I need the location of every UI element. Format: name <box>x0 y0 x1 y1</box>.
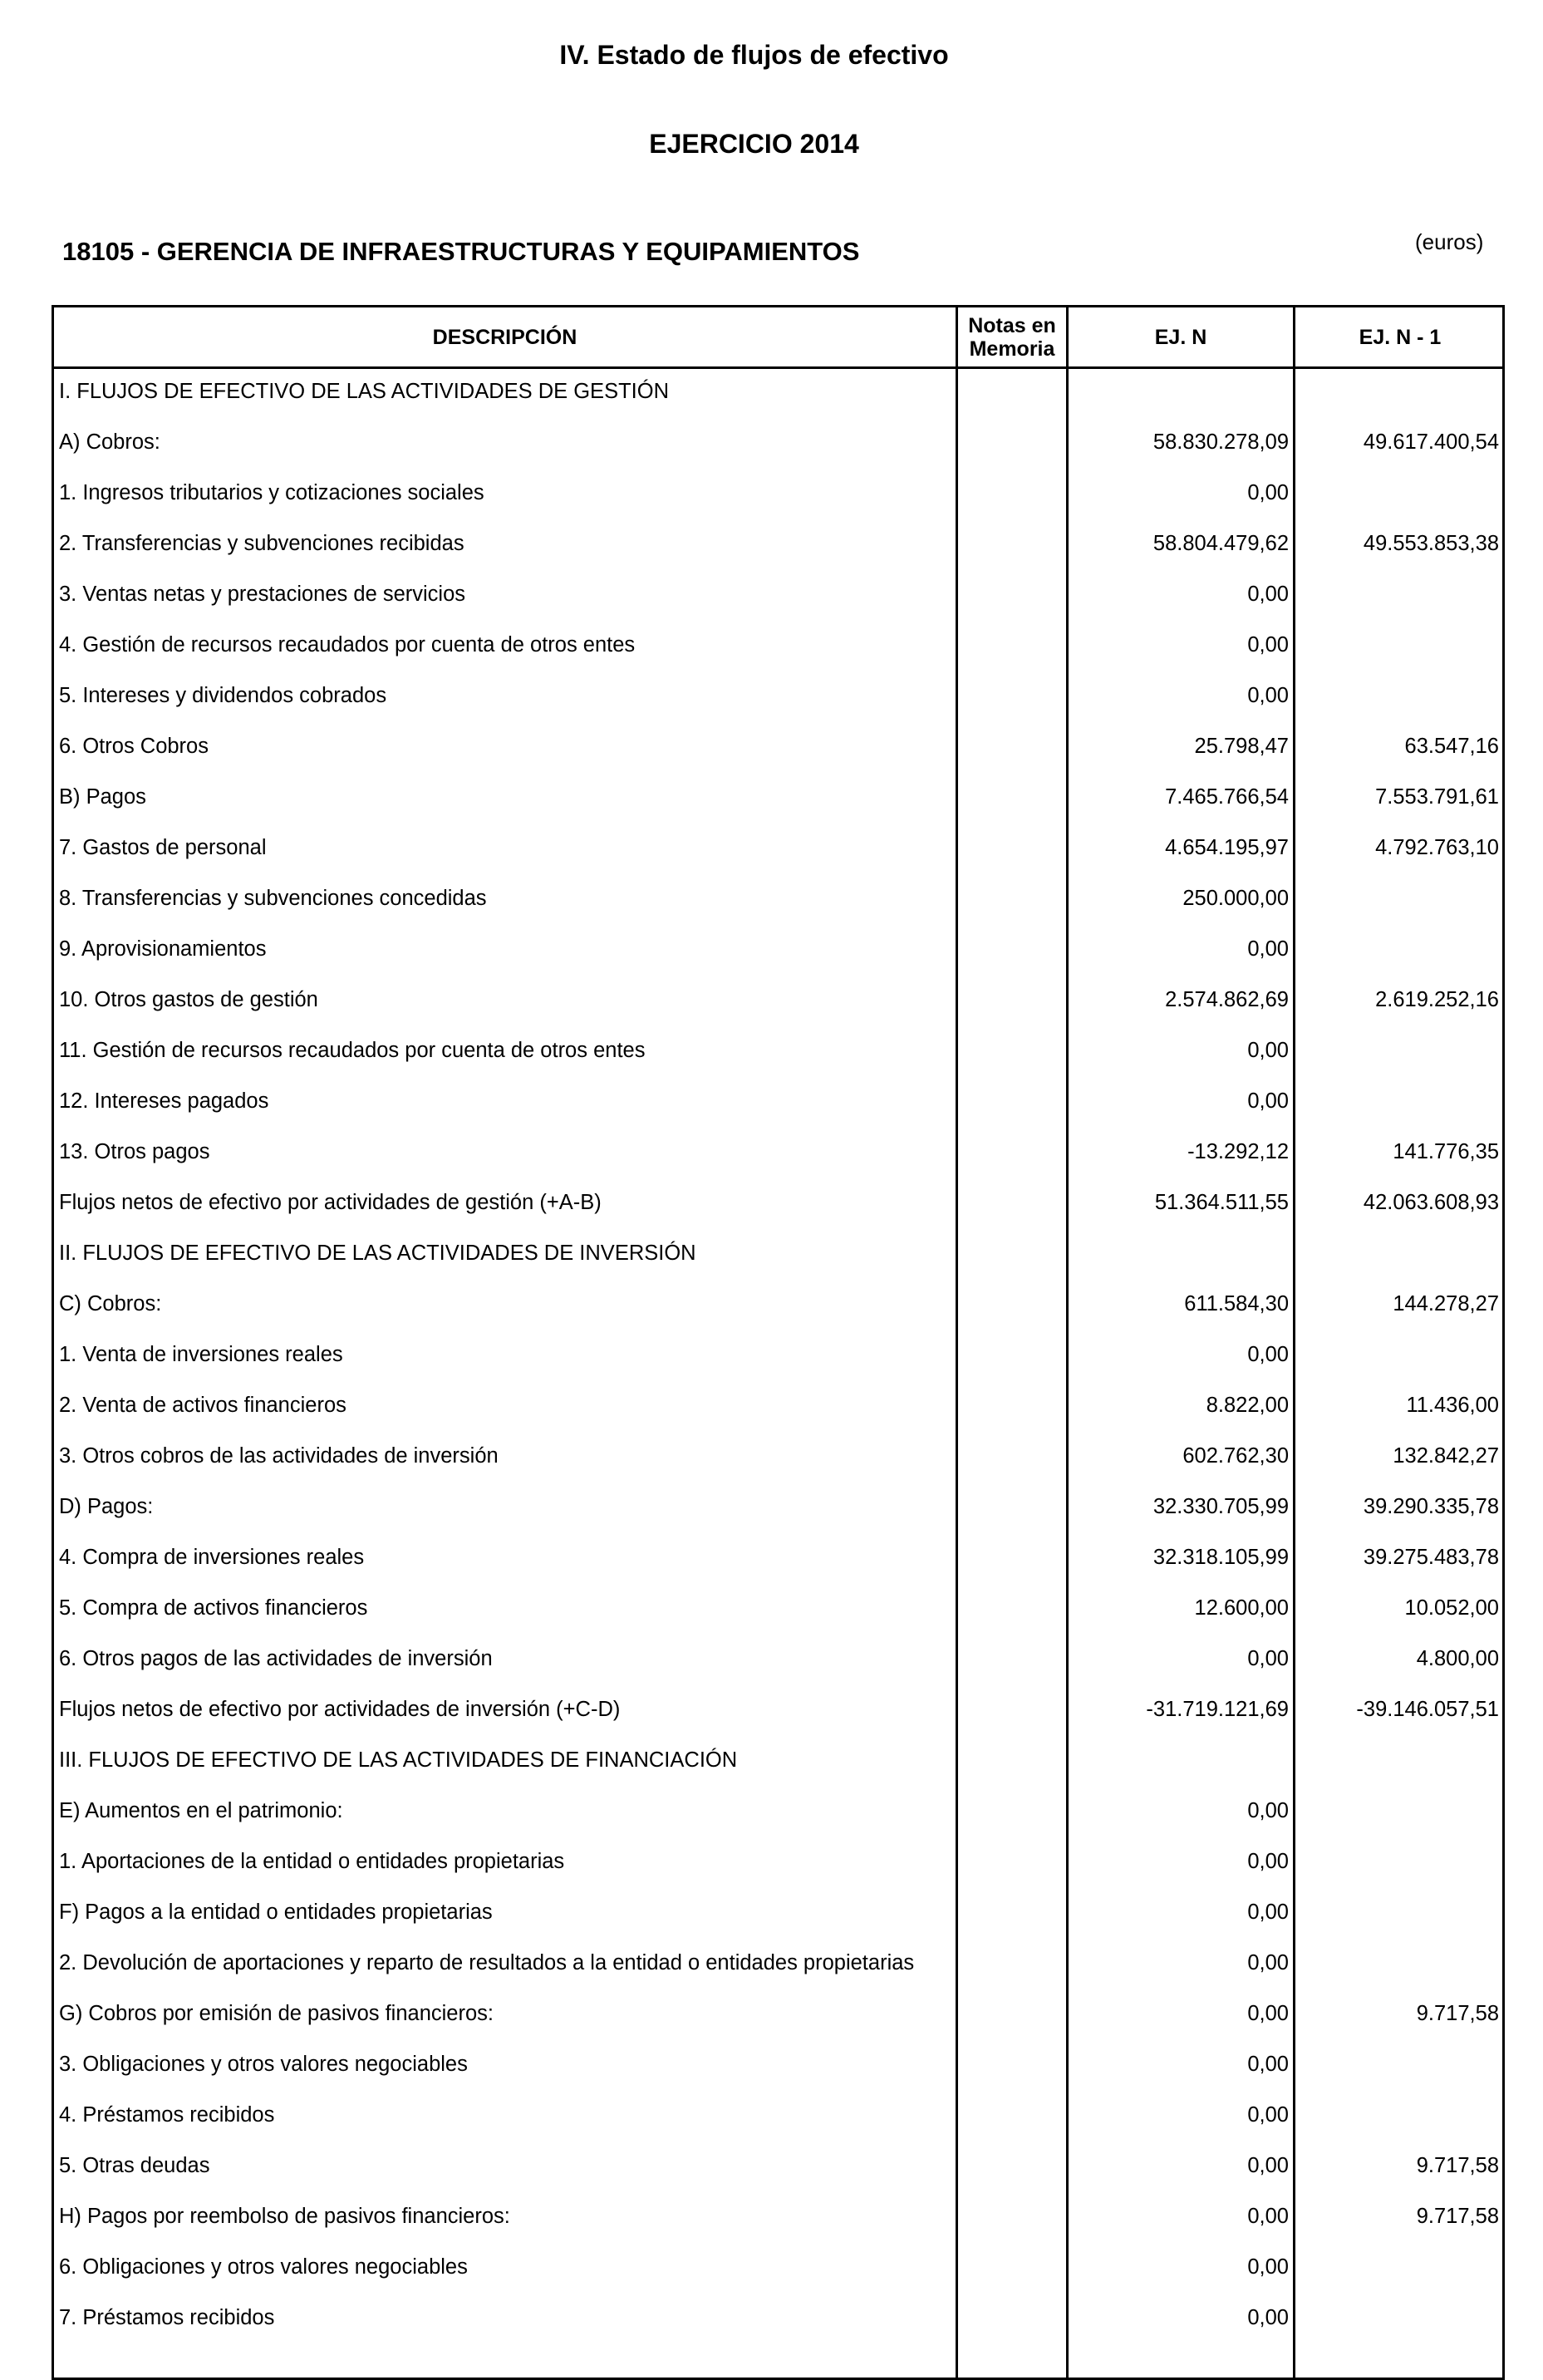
row-value-ej-n: 0,00 <box>1247 633 1289 656</box>
row-description: 7. Préstamos recibidos <box>59 2306 275 2329</box>
entity-heading: 18105 - GERENCIA DE INFRAESTRUCTURAS Y EQUIPAMIENTOS <box>62 237 860 266</box>
table-row <box>54 1837 1502 1887</box>
row-value-ej-n-1: 9.717,58 <box>1416 2002 1499 2025</box>
row-description: 1. Ingresos tributarios y cotizaciones sociales <box>59 481 484 504</box>
row-description: D) Pagos: <box>59 1495 154 1518</box>
table-row <box>54 519 1502 569</box>
row-value-ej-n: 0,00 <box>1247 1343 1289 1366</box>
row-value-ej-n-1: 9.717,58 <box>1416 2154 1499 2177</box>
row-value-ej-n-1: 9.717,58 <box>1416 2205 1499 2228</box>
table-row <box>54 1279 1502 1330</box>
row-value-ej-n-1 <box>1296 924 1499 975</box>
row-value-ej-n-1 <box>1296 1938 1499 1989</box>
row-value-ej-n: -13.292,12 <box>1187 1140 1289 1163</box>
table-row <box>54 975 1502 1025</box>
row-description: 3. Obligaciones y otros valores negociables <box>59 2053 468 2076</box>
row-description: I. FLUJOS DE EFECTIVO DE LAS ACTIVIDADES DE GESTIÓN <box>59 380 669 403</box>
row-value-ej-n: 0,00 <box>1247 2205 1289 2228</box>
row-value-ej-n-1 <box>1296 620 1499 671</box>
row-value-ej-n-1 <box>1296 1837 1499 1887</box>
row-description: H) Pagos por reembolso de pasivos financieros: <box>59 2205 510 2228</box>
row-value-ej-n-1: 11.436,00 <box>1406 1394 1499 1417</box>
row-description: 8. Transferencias y subvenciones concedidas <box>59 887 487 910</box>
row-value-ej-n: 250.000,00 <box>1182 887 1289 910</box>
row-description: 6. Obligaciones y otros valores negociables <box>59 2255 468 2279</box>
row-value-ej-n-1: 2.619.252,16 <box>1375 988 1499 1011</box>
row-value-ej-n: 0,00 <box>1247 1951 1289 1974</box>
row-value-ej-n-1: 141.776,35 <box>1393 1140 1499 1163</box>
table-row <box>54 772 1502 823</box>
row-value-ej-n: 0,00 <box>1247 1901 1289 1924</box>
row-value-ej-n: 0,00 <box>1247 481 1289 504</box>
row-value-ej-n-1 <box>1296 1076 1499 1127</box>
row-value-ej-n <box>1069 1735 1289 1786</box>
column-header-ej-n-1: EJ. N - 1 <box>1359 325 1442 349</box>
column-header-notes: Notas en Memoria <box>968 313 1056 361</box>
row-value-ej-n-1 <box>1296 366 1499 417</box>
table-row <box>54 1735 1502 1786</box>
table-row <box>54 2090 1502 2141</box>
row-description: 13. Otros pagos <box>59 1140 210 1163</box>
row-description: 3. Ventas netas y prestaciones de servicios <box>59 583 466 606</box>
table-row <box>54 417 1502 468</box>
row-value-ej-n-1: 4.792.763,10 <box>1375 836 1499 859</box>
row-description: 4. Gestión de recursos recaudados por cuenta de otros entes <box>59 633 636 656</box>
table-row <box>54 1025 1502 1076</box>
row-description: 4. Compra de inversiones reales <box>59 1546 365 1569</box>
row-value-ej-n: 0,00 <box>1247 684 1289 707</box>
row-value-ej-n-1 <box>1296 1735 1499 1786</box>
row-value-ej-n-1 <box>1296 1786 1499 1837</box>
table-row <box>54 1127 1502 1178</box>
table-row <box>54 1684 1502 1735</box>
row-value-ej-n-1 <box>1296 2242 1499 2293</box>
row-value-ej-n-1: 4.800,00 <box>1416 1647 1499 1670</box>
row-value-ej-n-1 <box>1296 1025 1499 1076</box>
row-description: 4. Préstamos recibidos <box>59 2103 275 2127</box>
row-value-ej-n: 0,00 <box>1247 2103 1289 2127</box>
currency-units: (euros) <box>1415 229 1484 254</box>
table-row <box>54 1989 1502 2039</box>
row-value-ej-n-1: 39.275.483,78 <box>1363 1546 1499 1569</box>
row-description: F) Pagos a la entidad o entidades propietarias <box>59 1901 493 1924</box>
table-row <box>54 2242 1502 2293</box>
row-description: A) Cobros: <box>59 430 160 454</box>
fiscal-year-heading: EJERCICIO 2014 <box>649 129 859 159</box>
row-value-ej-n: 0,00 <box>1247 1799 1289 1822</box>
row-value-ej-n-1 <box>1296 468 1499 519</box>
row-description: Flujos netos de efectivo por actividades de inversión (+C-D) <box>59 1698 621 1721</box>
row-description: 10. Otros gastos de gestión <box>59 988 318 1011</box>
row-value-ej-n: 0,00 <box>1247 1089 1289 1113</box>
row-description: III. FLUJOS DE EFECTIVO DE LAS ACTIVIDADES DE FINANCIACIÓN <box>59 1748 738 1772</box>
row-value-ej-n-1: 132.842,27 <box>1393 1444 1499 1468</box>
row-description: 3. Otros cobros de las actividades de inversión <box>59 1444 499 1468</box>
row-value-ej-n-1: 49.617.400,54 <box>1363 430 1499 454</box>
row-value-ej-n-1: 10.052,00 <box>1404 1596 1499 1620</box>
table-row <box>54 2191 1502 2242</box>
table-row <box>54 1938 1502 1989</box>
row-value-ej-n-1 <box>1296 1887 1499 1938</box>
table-row <box>54 1634 1502 1684</box>
row-value-ej-n-1: 144.278,27 <box>1393 1292 1499 1315</box>
row-description: B) Pagos <box>59 785 146 809</box>
row-value-ej-n-1 <box>1296 873 1499 924</box>
row-value-ej-n-1 <box>1296 569 1499 620</box>
table-row <box>54 468 1502 519</box>
row-description: 12. Intereses pagados <box>59 1089 269 1113</box>
row-value-ej-n: -31.719.121,69 <box>1146 1698 1289 1721</box>
row-value-ej-n: 0,00 <box>1247 1039 1289 1062</box>
row-value-ej-n: 0,00 <box>1247 2154 1289 2177</box>
table-row <box>54 1786 1502 1837</box>
row-value-ej-n: 0,00 <box>1247 2002 1289 2025</box>
row-value-ej-n: 32.318.105,99 <box>1152 1546 1289 1569</box>
row-description: 7. Gastos de personal <box>59 836 267 859</box>
table-row <box>54 1228 1502 1279</box>
table-row <box>54 924 1502 975</box>
table-row <box>54 873 1502 924</box>
row-description: 5. Intereses y dividendos cobrados <box>59 684 387 707</box>
row-description: G) Cobros por emisión de pasivos financieros: <box>59 2002 494 2025</box>
table-row <box>54 1076 1502 1127</box>
row-value-ej-n: 0,00 <box>1247 937 1289 961</box>
column-header-ej-n: EJ. N <box>1154 325 1207 349</box>
row-value-ej-n <box>1069 1228 1289 1279</box>
row-value-ej-n: 0,00 <box>1247 2053 1289 2076</box>
row-value-ej-n: 51.364.511,55 <box>1154 1191 1289 1214</box>
row-value-ej-n: 4.654.195,97 <box>1165 836 1289 859</box>
row-value-ej-n-1 <box>1296 1330 1499 1380</box>
row-description: II. FLUJOS DE EFECTIVO DE LAS ACTIVIDADES DE INVERSIÓN <box>59 1242 696 1265</box>
row-value-ej-n-1: 42.063.608,93 <box>1363 1191 1499 1214</box>
row-value-ej-n-1: 49.553.853,38 <box>1363 532 1499 555</box>
table-row <box>54 2039 1502 2090</box>
row-description: 1. Venta de inversiones reales <box>59 1343 343 1366</box>
row-value-ej-n <box>1069 366 1289 417</box>
row-value-ej-n: 7.465.766,54 <box>1165 785 1289 809</box>
row-description: E) Aumentos en el patrimonio: <box>59 1799 343 1822</box>
row-value-ej-n: 58.804.479,62 <box>1152 532 1289 555</box>
row-description: C) Cobros: <box>59 1292 162 1315</box>
row-value-ej-n: 0,00 <box>1247 2306 1289 2329</box>
row-description: 2. Devolución de aportaciones y reparto de resultados a la entidad o entidades propietarias <box>59 1951 915 1974</box>
row-value-ej-n: 8.822,00 <box>1206 1394 1289 1417</box>
row-value-ej-n: 58.830.278,09 <box>1152 430 1289 454</box>
row-description: 2. Venta de activos financieros <box>59 1394 346 1417</box>
table-row <box>54 1532 1502 1583</box>
row-description: 6. Otros Cobros <box>59 735 209 758</box>
row-value-ej-n: 0,00 <box>1247 583 1289 606</box>
row-value-ej-n: 602.762,30 <box>1182 1444 1289 1468</box>
row-value-ej-n-1: 39.290.335,78 <box>1363 1495 1499 1518</box>
row-value-ej-n: 2.574.862,69 <box>1165 988 1289 1011</box>
row-value-ej-n: 12.600,00 <box>1194 1596 1289 1620</box>
row-value-ej-n-1 <box>1296 2090 1499 2141</box>
table-row <box>54 1178 1502 1228</box>
row-description: 6. Otros pagos de las actividades de inversión <box>59 1647 493 1670</box>
row-description: 2. Transferencias y subvenciones recibidas <box>59 532 464 555</box>
row-value-ej-n: 25.798,47 <box>1194 735 1289 758</box>
row-value-ej-n: 611.584,30 <box>1184 1292 1289 1315</box>
row-value-ej-n-1 <box>1296 2039 1499 2090</box>
row-value-ej-n: 0,00 <box>1247 1850 1289 1873</box>
table-row <box>54 2141 1502 2191</box>
row-value-ej-n-1 <box>1296 1228 1499 1279</box>
table-row <box>54 1482 1502 1532</box>
table-row <box>54 1330 1502 1380</box>
table-row <box>54 1887 1502 1938</box>
table-row <box>54 1583 1502 1634</box>
row-description: 1. Aportaciones de la entidad o entidades propietarias <box>59 1850 565 1873</box>
row-description: 9. Aprovisionamientos <box>59 937 267 961</box>
table-row <box>54 1431 1502 1482</box>
row-value-ej-n: 0,00 <box>1247 1647 1289 1670</box>
table-row <box>54 671 1502 721</box>
row-value-ej-n-1: -39.146.057,51 <box>1356 1698 1499 1721</box>
column-header-description: DESCRIPCIÓN <box>432 325 577 349</box>
row-description: 5. Otras deudas <box>59 2154 210 2177</box>
page-title: IV. Estado de flujos de efectivo <box>559 40 949 70</box>
table-row <box>54 569 1502 620</box>
row-description: Flujos netos de efectivo por actividades de gestión (+A-B) <box>59 1191 602 1214</box>
row-value-ej-n: 32.330.705,99 <box>1152 1495 1289 1518</box>
table-row <box>54 823 1502 873</box>
cash-flow-table <box>52 305 1505 2380</box>
table-row <box>54 721 1502 772</box>
table-row <box>54 2293 1502 2343</box>
row-description: 5. Compra de activos financieros <box>59 1596 368 1620</box>
table-row <box>54 366 1502 417</box>
table-row <box>54 1380 1502 1431</box>
row-value-ej-n-1 <box>1296 2293 1499 2343</box>
row-description: 11. Gestión de recursos recaudados por cuenta de otros entes <box>59 1039 646 1062</box>
row-value-ej-n: 0,00 <box>1247 2255 1289 2279</box>
row-value-ej-n-1 <box>1296 671 1499 721</box>
row-value-ej-n-1: 7.553.791,61 <box>1375 785 1499 809</box>
table-row <box>54 620 1502 671</box>
row-value-ej-n-1: 63.547,16 <box>1404 735 1499 758</box>
